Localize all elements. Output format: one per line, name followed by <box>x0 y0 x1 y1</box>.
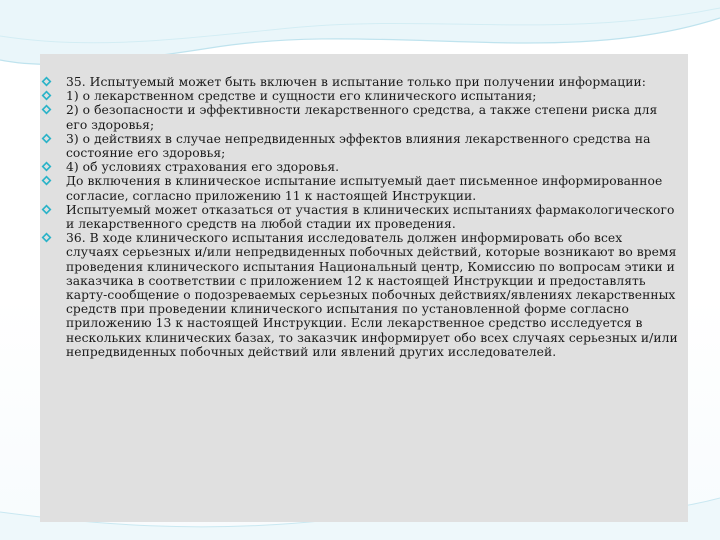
bullet-text: До включения в клиническое испытание испытуемый дает письменное информированное согласие, согласно приложению 11 к настоящей Инструкции. <box>66 174 663 203</box>
diamond-bullet-icon <box>41 104 52 115</box>
bullet-text: Испытуемый может отказаться от участия в клинических испытаниях фармакологического и лекарственного средств на любой стадии их проведения. <box>66 202 675 232</box>
list-item <box>66 203 678 231</box>
list-item <box>66 103 678 131</box>
bullet-text: 35. Испытуемый может быть включен в испытание только при получении информации: <box>66 75 646 89</box>
bullet-text: 4) об условиях страхования его здоровья. <box>66 160 340 175</box>
bullet-text: 3) о действиях в случае непредвиденных эффектов влияния лекарственного средства на состояние его здоровья; <box>66 131 651 161</box>
list-item <box>66 132 678 160</box>
diamond-bullet-icon <box>41 204 52 215</box>
bullet-text: 1) о лекарственном средстве и сущности его клинического испытания; <box>66 89 537 104</box>
list-item <box>66 75 678 89</box>
diamond-bullet-icon <box>41 161 52 172</box>
bullet-list <box>66 75 678 359</box>
list-item <box>66 231 678 359</box>
bullet-text: 36. В ходе клинического испытания исследователь должен информировать обо всех случаях серьезных и/или непредвиденных побочных действий, которые возникают во время проведения клинического испытания Национальный центр, Комиссию по вопросам этики и заказчика в соответствии с приложением 12 к настоящей Инструкции и предоставлять карту-сообщение о подозреваемых серьезных побочных действиях/явлениях лекарственных средств при проведении клинического испытания по установленной форме согласно приложению 13 к настоящей Инструкции. Если лекарственное средство исследуется в нескольких клинических базах, то заказчик информирует обо всех случаях серьезных и/или непредвиденных побочных действий или явлений других исследователей. <box>66 231 678 359</box>
diamond-bullet-icon <box>41 90 52 101</box>
diamond-bullet-icon <box>41 133 52 144</box>
list-item <box>66 174 678 202</box>
diamond-bullet-icon <box>41 175 52 186</box>
bullet-text: 2) о безопасности и эффективности лекарственного средства, а также степени риска для его здоровья; <box>66 103 658 132</box>
list-item <box>66 89 678 103</box>
list-item <box>66 160 678 174</box>
diamond-bullet-icon <box>41 232 52 243</box>
content-panel <box>40 54 688 522</box>
diamond-bullet-icon <box>41 76 52 87</box>
